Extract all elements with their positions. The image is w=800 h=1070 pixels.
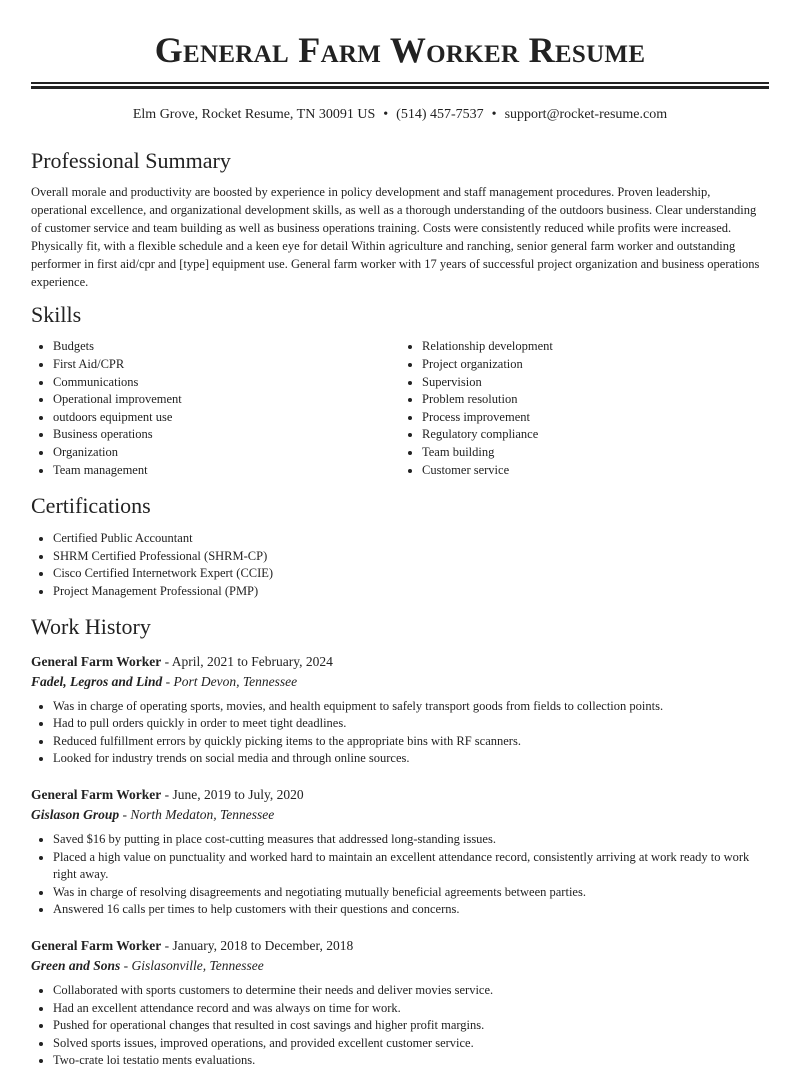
skills-column-left [31, 338, 400, 479]
job-bullet: • Was in charge of operating sports, movies, and health equipment to safely transport goods from fields to collection points. [53, 698, 769, 716]
job-bullets [31, 698, 769, 768]
job-location: - Gislasonville, Tennessee [120, 957, 264, 973]
title-divider-thin [31, 82, 769, 84]
skills-column-right [400, 338, 769, 479]
job-dates: - January, 2018 to December, 2018 [161, 937, 354, 953]
job-company: Fadel, Legros and Lind [31, 673, 163, 689]
job-entry [31, 785, 769, 919]
skill-item: • Problem resolution [422, 391, 769, 409]
job-bullets [31, 831, 769, 919]
skill-item: • Supervision [422, 374, 769, 392]
job-bullet: • Pushed for operational changes that resulted in cost savings and higher profit margins. [53, 1017, 769, 1035]
job-title-line [31, 785, 769, 805]
skill-item: • Project organization [422, 356, 769, 374]
job-bullets [31, 982, 769, 1070]
job-title: General Farm Worker [31, 937, 162, 953]
skill-item: • Communications [53, 374, 400, 392]
job-bullet: • Reduced fulfillment errors by quickly picking items to the appropriate bins with RF scanners. [53, 733, 769, 751]
skill-item: • Team management [53, 462, 400, 480]
contact-address: Elm Grove, Rocket Resume, TN 30091 US [132, 107, 376, 122]
job-bullet: • Placed a high value on punctuality and worked hard to maintain an excellent attendance record, consistently arriving at work ready to work right away. [53, 849, 769, 884]
skill-item: • Budgets [53, 338, 400, 356]
job-bullet: • Had an excellent attendance record and was always on time for work. [53, 1000, 769, 1018]
certification-item: • Certified Public Accountant [53, 530, 769, 548]
certifications-heading: Certifications [31, 493, 151, 519]
job-location: - Port Devon, Tennessee [162, 673, 298, 689]
job-company: Gislason Group [31, 806, 120, 822]
certification-item: • Project Management Professional (PMP) [53, 583, 769, 601]
certifications-list [31, 530, 769, 600]
job-bullet: • Two-crate loi testatio ments evaluations. [53, 1052, 769, 1070]
skill-item: • Organization [53, 444, 400, 462]
certification-item: • SHRM Certified Professional (SHRM-CP) [53, 548, 769, 566]
contact-separator: • [491, 107, 497, 122]
job-location: - North Medaton, Tennessee [119, 806, 275, 822]
skill-item: • Team building [422, 444, 769, 462]
job-dates: - April, 2021 to February, 2024 [161, 653, 333, 669]
job-company-line [31, 672, 769, 692]
title-divider-thick [31, 86, 769, 89]
job-bullet: • Collaborated with sports customers to determine their needs and deliver movies service. [53, 982, 769, 1000]
job-bullet: • Saved $16 by putting in place cost-cutting measures that addressed long-standing issues. [53, 831, 769, 849]
contact-separator: • [383, 107, 389, 122]
skill-item: • Process improvement [422, 409, 769, 427]
skill-item: • First Aid/CPR [53, 356, 400, 374]
job-title: General Farm Worker [31, 653, 162, 669]
job-title-line [31, 652, 769, 672]
skill-item: • Regulatory compliance [422, 426, 769, 444]
job-entry [31, 652, 769, 768]
job-bullet: • Solved sports issues, improved operations, and provided excellent customer service. [53, 1035, 769, 1053]
skill-item: • Business operations [53, 426, 400, 444]
job-bullet: • Had to pull orders quickly in order to meet tight deadlines. [53, 715, 769, 733]
job-company-line [31, 956, 769, 976]
skill-item: • Customer service [422, 462, 769, 480]
job-title-line [31, 936, 769, 956]
job-bullet: • Looked for industry trends on social media and through online sources. [53, 750, 769, 768]
job-bullet: • Answered 16 calls per times to help customers with their questions and concerns. [53, 901, 769, 919]
skill-item: • Operational improvement [53, 391, 400, 409]
resume-page [31, 0, 769, 1070]
skills-heading: Skills [31, 302, 82, 328]
work-history-heading: Work History [31, 613, 151, 639]
contact-phone: (514) 457-7537 [396, 107, 484, 122]
job-bullet: • Was in charge of resolving disagreements and negotiating mutually beneficial agreements between parties. [53, 884, 769, 902]
summary-heading: Professional Summary [31, 148, 231, 173]
resume-title: General Farm Worker Resume [154, 30, 646, 70]
skills-list [31, 338, 769, 479]
contact-email: support@rocket-resume.com [504, 107, 668, 122]
skill-item: • Relationship development [422, 338, 769, 356]
summary-text: Overall morale and productivity are boosted by experience in policy development and staff management procedures. Proven leadership, operational excellence, and organizational development skills, as well as a thorough understanding of the outdoors business. Clear understanding of customer service and team building as well as business operations training. Costs were consistently reduced while profits were increased. Physically fit, with a flexible schedule and a keen eye for detail Within agriculture and ranching, senior general farm worker and outstanding performer in first aid/cpr and [type] equipment use. General farm worker with 17 years of successful project organization and business operations experience. [31, 185, 760, 289]
job-dates: - June, 2019 to July, 2020 [161, 786, 304, 802]
certification-item: • Cisco Certified Internetwork Expert (CCIE) [53, 565, 769, 583]
job-entry [31, 936, 769, 1070]
contact-line [31, 106, 769, 124]
job-title: General Farm Worker [31, 786, 162, 802]
job-company: Green and Sons [31, 957, 121, 973]
skill-item: • outdoors equipment use [53, 409, 400, 427]
job-company-line [31, 805, 769, 825]
